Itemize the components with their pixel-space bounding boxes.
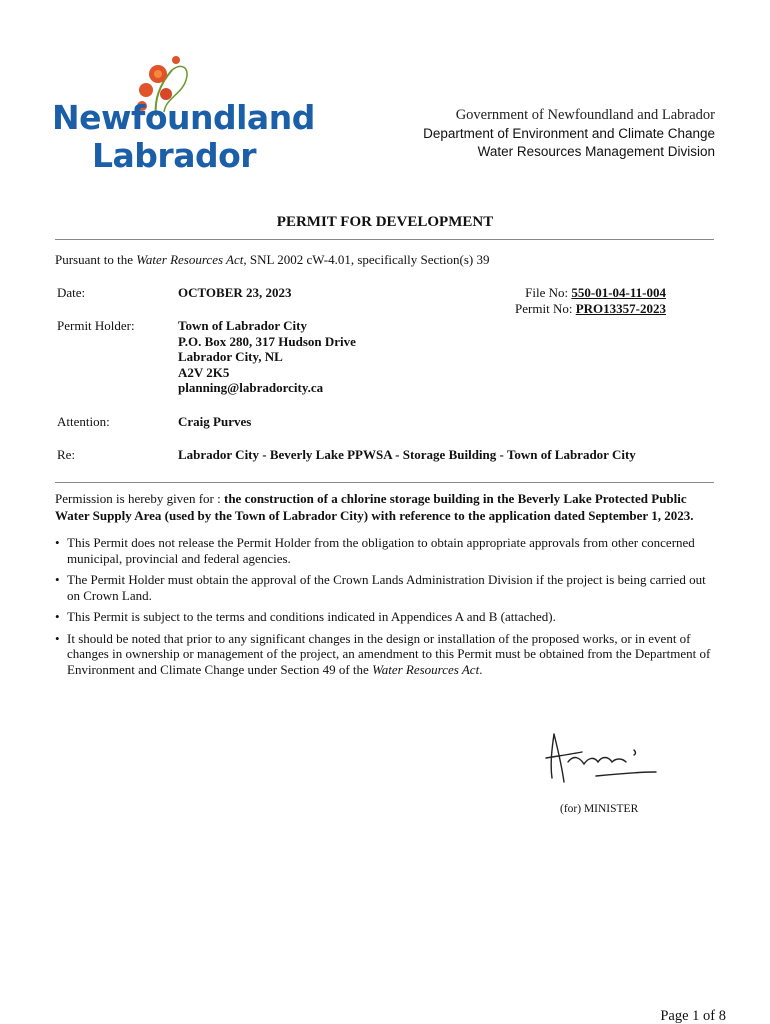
condition-item: • The Permit Holder must obtain the approval of the Crown Lands Administration Division if the project is being carried out on Crown Land. bbox=[55, 572, 720, 603]
holder-line: P.O. Box 280, 317 Hudson Drive bbox=[178, 333, 356, 349]
logo-text-newfoundland: Newfoundland bbox=[52, 98, 315, 137]
divider bbox=[55, 482, 714, 483]
attention-label: Attention: bbox=[57, 414, 110, 429]
page-number: Page 1 of 8 bbox=[660, 1008, 726, 1024]
division-name: Water Resources Management Division bbox=[477, 144, 715, 159]
condition-item: • It should be noted that prior to any significant changes in the design or installation of the proposed works, or in event of changes in ownership or management of the project, an amendment to this Permit must be obtained from the Department of Environment and Climate Change under Section 49 of the Water Resources Act. bbox=[55, 631, 720, 678]
conditions-list bbox=[55, 535, 720, 683]
permit-title: PERMIT FOR DEVELOPMENT bbox=[276, 214, 494, 230]
permit-holder-label: Permit Holder: bbox=[57, 318, 135, 333]
act-name: Water Resources Act bbox=[136, 252, 244, 267]
attention-value: Craig Purves bbox=[178, 414, 252, 429]
permit-holder-address bbox=[178, 318, 356, 396]
holder-email: planning@labradorcity.ca bbox=[178, 380, 324, 396]
date-value: OCTOBER 23, 2023 bbox=[178, 285, 292, 300]
holder-line: Town of Labrador City bbox=[178, 318, 307, 333]
government-name: Government of Newfoundland and Labrador bbox=[455, 107, 715, 123]
permission-body: the construction of a chlorine storage building in the Beverly Lake Protected Public Water Supply Area (used by the Town of Labrador City) with reference to the application dated September 1, 2023. bbox=[55, 491, 694, 523]
signature-image bbox=[538, 728, 658, 788]
newfoundland-labrador-logo bbox=[52, 56, 315, 176]
logo-text-labrador: Labrador bbox=[92, 136, 257, 175]
permit-number-value: PRO13357-2023 bbox=[575, 301, 666, 316]
file-number-value: 550-01-04-11-004 bbox=[571, 285, 666, 300]
permit-number: Permit No: PRO13357-2023 bbox=[515, 301, 666, 316]
department-name: Department of Environment and Climate Change bbox=[423, 126, 715, 141]
permission-statement: Permission is hereby given for : the construction of a chlorine storage building in the Beverly Lake Protected Public Water Supply Area (used by the Town of Labrador City) with reference to the application dated September 1, 2023. bbox=[55, 491, 694, 523]
holder-line: Labrador City, NL bbox=[178, 349, 283, 365]
divider bbox=[55, 239, 714, 240]
re-value: Labrador City - Beverly Lake PPWSA - Storage Building - Town of Labrador City bbox=[178, 447, 636, 462]
holder-line: A2V 2K5 bbox=[178, 364, 230, 380]
signer-title: (for) MINISTER bbox=[560, 803, 639, 815]
condition-item: • This Permit is subject to the terms and conditions indicated in Appendices A and B (attached). bbox=[55, 609, 720, 625]
condition-item: • This Permit does not release the Permit Holder from the obligation to obtain appropriate approvals from other concerned municipal, provincial and federal agencies. bbox=[55, 535, 720, 566]
date-label: Date: bbox=[57, 285, 86, 300]
act-name: Water Resources Act bbox=[372, 661, 480, 677]
re-label: Re: bbox=[57, 447, 76, 462]
file-number: File No: 550-01-04-11-004 bbox=[525, 285, 666, 300]
pursuant-statement: Pursuant to the Water Resources Act, SNL 2002 cW-4.01, specifically Section(s) 39 bbox=[55, 252, 490, 267]
